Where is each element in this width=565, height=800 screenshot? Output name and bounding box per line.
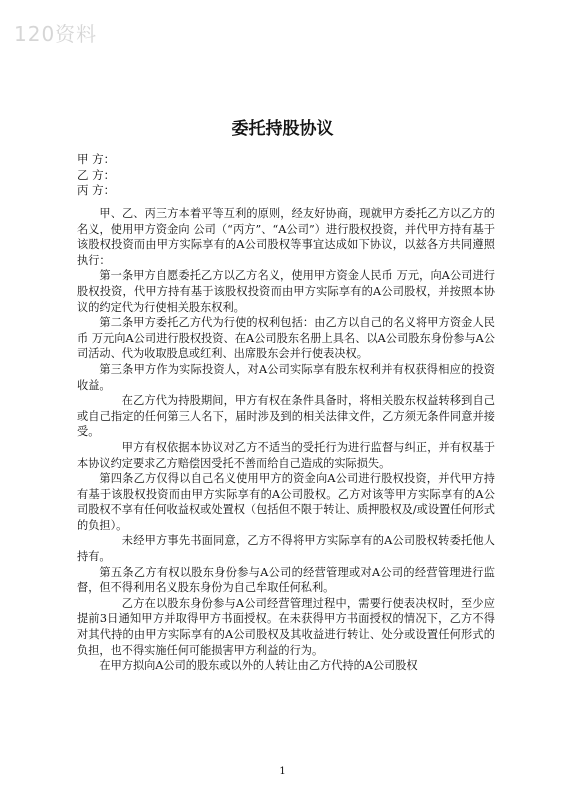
paragraph-article-4: 第四条乙方仅得以自己名义使用甲方的资金向A公司进行股权投资，并代甲方持有基于该股权投资而由甲方实际享有的A公司股权。乙方对该等甲方实际享有的A公司股权不享有任何收益权或处置权（包括但不限于转让、质押股权及/或设置任何形式的负担）。 bbox=[77, 472, 495, 532]
party-a-line: 甲 方： bbox=[77, 152, 116, 166]
paragraph-article-3-transfer: 在乙方代为持股期间，甲方有权在条件具备时，将相关股东权益转移到自己或自己指定的任何第三人名下，届时涉及到的相关法律文件，乙方须无条件同意并接受。 bbox=[77, 394, 495, 439]
paragraph-article-1: 第一条甲方自愿委托乙方以乙方名义，使用甲方资金人民币 万元，向A公司进行股权投资，代甲方持有基于该股权投资而由甲方实际享有的A公司股权，并按照本协议的约定代为行使相关股东权利。 bbox=[77, 269, 495, 314]
document-title: 委托持股协议 bbox=[231, 119, 334, 139]
page-number: 1 bbox=[279, 766, 286, 777]
paragraph-article-3: 第三条甲方作为实际投资人，对A公司实际享有股东权利并有权获得相应的投资收益。 bbox=[77, 362, 495, 392]
paragraph-article-2: 第二条甲方委托乙方代为行使的权利包括：由乙方以自己的名义将甲方资金人民币 万元向A公司进行股权投资、在A公司股东名册上具名、以A公司股东身份参与A公司活动、代为收取股息或红利、出席股东会并行使表决权。 bbox=[77, 316, 495, 361]
paragraph-article-4-consent: 未经甲方事先书面同意，乙方不得将甲方实际享有的A公司股权转委托他人持有。 bbox=[77, 534, 495, 564]
watermark-logo: 120资料 bbox=[14, 22, 98, 46]
party-list bbox=[77, 152, 115, 199]
paragraph-article-5-transfer: 在甲方拟向A公司的股东或以外的人转让由乙方代持的A公司股权 bbox=[99, 659, 418, 673]
party-c-line: 丙 方： bbox=[77, 183, 116, 197]
paragraph-article-5: 第五条乙方有权以股东身份参与A公司的经营管理或对A公司的经营管理进行监督，但不得利用名义股东身份为自己牟取任何私利。 bbox=[77, 565, 495, 595]
paragraph-article-5-voting: 乙方在以股东身份参与A公司经营管理过程中，需要行使表决权时，至少应提前3日通知甲方并取得甲方书面授权。在未获得甲方书面授权的情况下，乙方不得对其代持的由甲方实际享有的A公司股权及其收益进行转让、处分或设置任何形式的负担，也不得实施任何可能损害甲方利益的行为。 bbox=[77, 596, 495, 657]
paragraph-article-3-supervision: 甲方有权依据本协议对乙方不适当的受托行为进行监督与纠正，并有权基于本协议约定要求乙方赔偿因受托不善而给自己造成的实际损失。 bbox=[77, 440, 495, 470]
party-b-line: 乙 方： bbox=[77, 167, 116, 182]
paragraph-preamble: 甲、乙、丙三方本着平等互利的原则，经友好协商，现就甲方委托乙方以乙方的名义，使用甲方资金向 公司（“丙方”、“A公司”）进行股权投资，并代甲方持有基于该股权投资而由甲方实际享有的A公司股权等事宜达成如下协议，以兹各方共同遵照执行： bbox=[77, 207, 495, 267]
agreement-body bbox=[77, 206, 495, 674]
